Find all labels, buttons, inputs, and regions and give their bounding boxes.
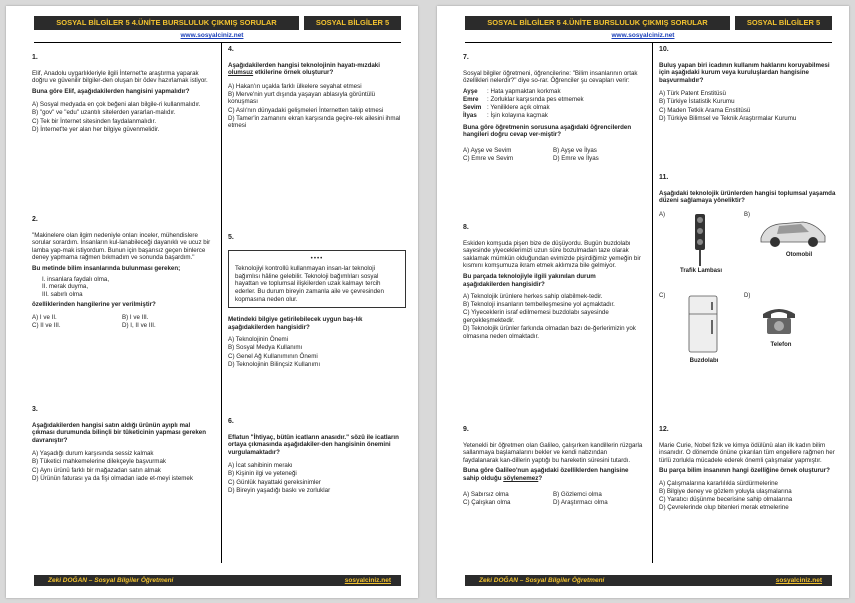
question-prompt: Metindeki bilgiye getirilebilecek uygun baş-lık aşağıdakilerden hangisidir? — [228, 316, 363, 331]
question-prompt: Bu parça bilim insanının hangi özelliğine örnek oluşturur? — [659, 467, 830, 475]
question-prompt-end: etkilerine örnek oluşturur? — [253, 69, 334, 77]
option-c: C) Maden Tetkik Arama Enstitüsü — [659, 106, 751, 114]
option-d: D) Araştırmacı olma — [553, 498, 608, 506]
option-a: A) Hakan'ın uçakla farklı ülkelere seyahat etmesi — [228, 82, 362, 90]
option-b: B) Merve'nin yurt dışında yaşayan ablasıyla görüntülü konuşması — [228, 90, 376, 106]
question-number: 8. — [463, 224, 469, 231]
question-3 — [32, 406, 212, 483]
question-11 — [659, 174, 837, 378]
question-prompt: Buna göre öğretmenin sorusuna aşağıdaki öğrencilerden hangileri doğru cevap ver-miştir? — [463, 123, 632, 139]
header-site-link[interactable]: www.sosyalciniz.net — [611, 32, 675, 39]
column-divider — [652, 43, 653, 563]
statement-i: I. insanlara faydalı olma, — [42, 275, 110, 283]
option-b: B) Ayşe ve İlyas — [553, 146, 597, 154]
question-6 — [228, 418, 406, 495]
question-number: 5. — [228, 234, 234, 241]
option-b-letter: B) — [744, 211, 750, 218]
question-number: 7. — [463, 54, 469, 61]
option-a: A) Türk Patent Enstitüsü — [659, 90, 726, 98]
option-c: C) Aynı ürünü farklı bir mağazadan satın almak — [32, 466, 161, 474]
info-box — [228, 250, 406, 309]
question-2 — [32, 216, 212, 330]
question-number: 1. — [32, 54, 38, 61]
header-rule — [34, 42, 401, 43]
option-a: A) Ayşe ve Sevim — [463, 146, 512, 154]
header-rule — [465, 42, 832, 43]
question-10 — [659, 46, 837, 123]
option-b: B) Teknoloji insanların tembelleşmesine yol açmaktadır. — [463, 301, 615, 309]
option-d: D) Teknolojik ürünler farkında olmadan bazı de-ğerlerimizin yok olmasına neden olmaktadır. — [463, 325, 636, 340]
footer-site-link[interactable]: sosyalciniz.net — [344, 577, 391, 584]
option-c: C) Yaratıcı düşünme becerisine sahip olmalarına — [659, 496, 793, 504]
traffic-light-icon — [691, 214, 709, 266]
box-dots: •••• — [310, 254, 324, 262]
question-5 — [228, 234, 406, 369]
question-prompt-emphasis: olumsuz — [228, 69, 254, 77]
page-right — [437, 6, 849, 598]
question-number: 3. — [32, 406, 38, 413]
option-d: D) Ürünün faturası ya da fişi olmadan iade et-meyi istemek — [32, 474, 193, 482]
question-prompt: Bu parçada teknolojiyle ilgili yakınılan durum aşağıdakilerden hangisidir? — [463, 272, 596, 288]
header-title: SOSYAL BİLGİLER 5 4.ÜNİTE BURSLULUK ÇIKMIŞ SORULAR — [34, 16, 299, 30]
option-b: B) Sosyal Medya Kullanımı — [228, 344, 303, 352]
question-text: Sosyal bilgiler öğretmeni, öğrencilerine: "Bilim insanlarının ortak özellikleri nelerdir?" diye so-rar. Öğrenciler şu cevapları verir: — [463, 69, 638, 85]
question-prompt: Buna göre Elif, aşağıdakilerden hangisini yapmalıdır? — [32, 87, 190, 95]
option-a: A) Sabırsız olma — [463, 490, 509, 498]
student-name: Sevim — [463, 103, 482, 111]
option-a: A) Teknolojik ürünlere herkes sahip olabilmek-tedir. — [463, 293, 603, 301]
student-name: İlyas — [463, 112, 477, 120]
option-d: D) Teknolojinin Bilinçsiz Kullanımı — [228, 360, 321, 368]
question-prompt: Bu metinde bilim insanlarında bulunması gereken; — [32, 264, 181, 272]
question-number: 9. — [463, 426, 469, 433]
option-c-label: Buzdolabı — [689, 357, 719, 364]
option-c: C) Aslı'nın dünyadaki gelişmeleri İnternetten takip etmesi — [228, 106, 384, 114]
car-icon — [757, 216, 829, 248]
question-prompt: Aşağıdakilerden hangisi satın aldığı ürünün ayıplı mal çıkması durumunda bilinçli bir tüketicinin yapması gereken davranıştır? — [32, 421, 206, 444]
statement-iii: III. sabırlı olma — [42, 290, 83, 298]
option-a: A) I ve II. — [32, 313, 57, 321]
option-c: C) Genel Ağ Kullanımının Önemi — [228, 352, 318, 360]
option-b: B) Bilgiye deney ve gözlem yoluyla ulaşmalarına — [659, 488, 792, 496]
question-9 — [463, 426, 643, 507]
option-c: C) Günlük hayattaki gereksinimler — [228, 478, 321, 486]
student-answer: : İşin kolayına kaçmak — [487, 112, 548, 120]
option-d: D) Bireyin yaşadığı baskı ve zorluklar — [228, 486, 331, 494]
question-prompt-end: ? — [538, 474, 543, 482]
question-number: 11. — [659, 174, 669, 181]
option-b: B) I ve III. — [122, 313, 149, 321]
option-c-letter: C) — [659, 292, 666, 299]
option-b: B) Kişinin ilgi ve yeteneği — [228, 470, 297, 478]
option-c: C) Çalışkan olma — [463, 498, 511, 506]
option-c: C) Tek bir İnternet sitesinden faydalanmalıdır. — [32, 117, 157, 125]
option-d-letter: D) — [744, 292, 751, 299]
option-c: C) II ve III. — [32, 322, 61, 330]
student-answer: : Zorluklar karşısında pes etmemek — [487, 95, 584, 103]
header-subject: SOSYAL BİLGİLER 5 — [735, 16, 832, 30]
question-prompt-emphasis: söylenemez — [503, 474, 539, 482]
box-text: Teknolojiyi kontrollü kullanmayan insan-lar teknoloji bağımlısı hâline gelebilir. Teknoloji bağımlıları sosyal hayattan ve toplumsal ilişkilerden uzak kalmayı tercih ederler. Bu durum bireyin zamanla aile ve çevresinden kopmasına neden olur. — [235, 265, 384, 303]
option-c: C) Yiyeceklerin israf edilmemesi buzdolabı sayesinde gerçekleşmektedir. — [463, 309, 609, 324]
header-title: SOSYAL BİLGİLER 5 4.ÜNİTE BURSLULUK ÇIKMIŞ SORULAR — [465, 16, 730, 30]
header-site-link[interactable]: www.sosyalciniz.net — [180, 32, 244, 39]
question-1 — [32, 54, 212, 134]
option-b: B) Tüketici mahkemelerine dilekçeyle başvurmak — [32, 458, 167, 466]
question-text: Yetenekli bir öğretmen olan Galileo, çalışırken kandillerin rüzgarla sallanmaya başlamalarını bekler ve kendi nabzından faydalanarak kan-dillerin yaptığı bu hareketin süresini tutardı. — [463, 441, 643, 464]
question-number: 10. — [659, 46, 669, 53]
question-7 — [463, 54, 643, 163]
page-left — [6, 6, 418, 598]
question-prompt-start: Buna göre Galileo'nun aşağıdaki özelliklerden hangisine sahip olduğu — [463, 467, 629, 482]
statement-ii: II. merak duyma, — [42, 283, 89, 291]
question-4 — [228, 46, 406, 130]
header-subject: SOSYAL BİLGİLER 5 — [304, 16, 401, 30]
option-b: B) Gözlemci olma — [553, 490, 602, 498]
option-b: B) "gov" ve "edu" uzantılı sitelerden yararlan-malıdır. — [32, 109, 176, 117]
option-a-letter: A) — [659, 211, 665, 218]
question-ask: özelliklerinden hangilerine yer verilmiştir? — [32, 301, 156, 309]
refrigerator-icon — [687, 294, 721, 354]
question-prompt-start: Aşağıdakilerden hangisi teknolojinin hayatı-mızdaki — [228, 61, 380, 69]
student-answer: : Yeniliklere açık olmak — [487, 103, 550, 111]
question-prompt: Aşağıdaki teknolojik ürünlerden hangisi toplumsal yaşamda düzeni sağlamaya yöneliktir? — [659, 189, 836, 205]
question-prompt: Eflatun "İhtiyaç, bütün icatların anasıdır." sözü ile icatların ortaya çıkmasında aşağıdakiler-den hangisinin önemini vurgulamaktadır? — [228, 433, 399, 456]
option-c: C) Emre ve Sevim — [463, 154, 514, 162]
question-text: Eskiden komşuda pişen bize de düşüyordu. Bugün buzdolabı sayesinde yiyeceklerimizi uzun süre bozulmadan taze olarak saklamak mümkün olduğundan evimizde pişirdiğimiz yemeğin bir kısmını komşumuza ikram etmek aklımıza bile gelmiyor. — [463, 239, 641, 270]
question-prompt: Buluş yapan biri icadının kullanım haklarını koruyabilmesi için aşağıdaki kurum veya kuruluşlardan hangisine başvurmalıdır? — [659, 61, 830, 84]
question-number: 2. — [32, 216, 38, 223]
question-text: Elif, Anadolu uygarlıkleriyle ilgili İnternet'te araştırma yaparak doğru ve güvenilir bilgiler-den oluşan bir ödev hazırlamak istiyor. — [32, 69, 208, 85]
question-12 — [659, 426, 837, 512]
student-name: Emre — [463, 95, 479, 103]
option-a: A) Yaşadığı durum karşısında sessiz kalmak — [32, 450, 154, 458]
question-text: Marie Curie, Nobel fizik ve kimya ödülünü alan ilk kadın bilim insanıdır. O dönemde önüne çıkarılan tüm engellere rağmen her türlü zorlukla mücadele ederek önemli çalışmalar yapmıştır. — [659, 441, 835, 464]
footer-site-link[interactable]: sosyalciniz.net — [775, 577, 822, 584]
option-d-label: Telefon — [770, 341, 792, 348]
question-8 — [463, 224, 643, 341]
column-divider — [221, 43, 222, 563]
page-footer — [34, 575, 401, 586]
telephone-icon — [759, 304, 799, 336]
option-d: D) Emre ve İlyas — [553, 154, 599, 162]
question-number: 12. — [659, 426, 669, 433]
option-a-label: Trafik Lambası — [679, 267, 723, 274]
option-a: A) Sosyal medyada en çok beğeni alan bilgile-ri kullanmalıdır. — [32, 101, 201, 109]
option-d: D) Türkiye Bilimsel ve Teknik Araştırmalar Kurumu — [659, 114, 797, 122]
option-d: D) İnternet'te yer alan her bilgiye güvenmelidir. — [32, 125, 160, 133]
footer-author: Zeki DOĞAN – Sosyal Bilgiler Öğretmeni — [479, 577, 605, 584]
page-footer — [465, 575, 832, 586]
option-b: B) Türkiye İstatistik Kurumu — [659, 98, 735, 106]
option-a: A) Çalışmalarına kararlılıkla sürdürmelerine — [659, 479, 778, 487]
option-d: D) I, II ve III. — [122, 322, 156, 330]
student-name: Ayşe — [463, 87, 478, 95]
student-answer: : Hata yapmaktan korkmak — [487, 87, 561, 95]
option-d: D) Tamer'in zamanını ekran karşısında geçire-rek ailesini ihmal etmesi — [228, 114, 401, 130]
option-b-label: Otomobil — [785, 251, 813, 258]
option-a: A) Teknolojinin Önemi — [228, 336, 289, 344]
image-options — [659, 208, 837, 378]
option-d: D) Çevrelerinde olup bitenleri merak etmelerine — [659, 504, 789, 512]
footer-author: Zeki DOĞAN – Sosyal Bilgiler Öğretmeni — [48, 577, 174, 584]
question-text: "Makinelere olan ilgim nedeniyle onları inceler, mühendislere sorular sorardım. İnsanların kul-lanabileceği dayanıklı ve ucuz bir lamba yap-mak istiyordum. Bunun için başarısız geçen binlerce deney yapmama rağmen bıkmadım ve sonunda başardım." — [32, 231, 211, 262]
option-a: A) İcat sahibinin merakı — [228, 462, 293, 470]
question-number: 4. — [228, 46, 234, 53]
question-number: 6. — [228, 418, 234, 425]
